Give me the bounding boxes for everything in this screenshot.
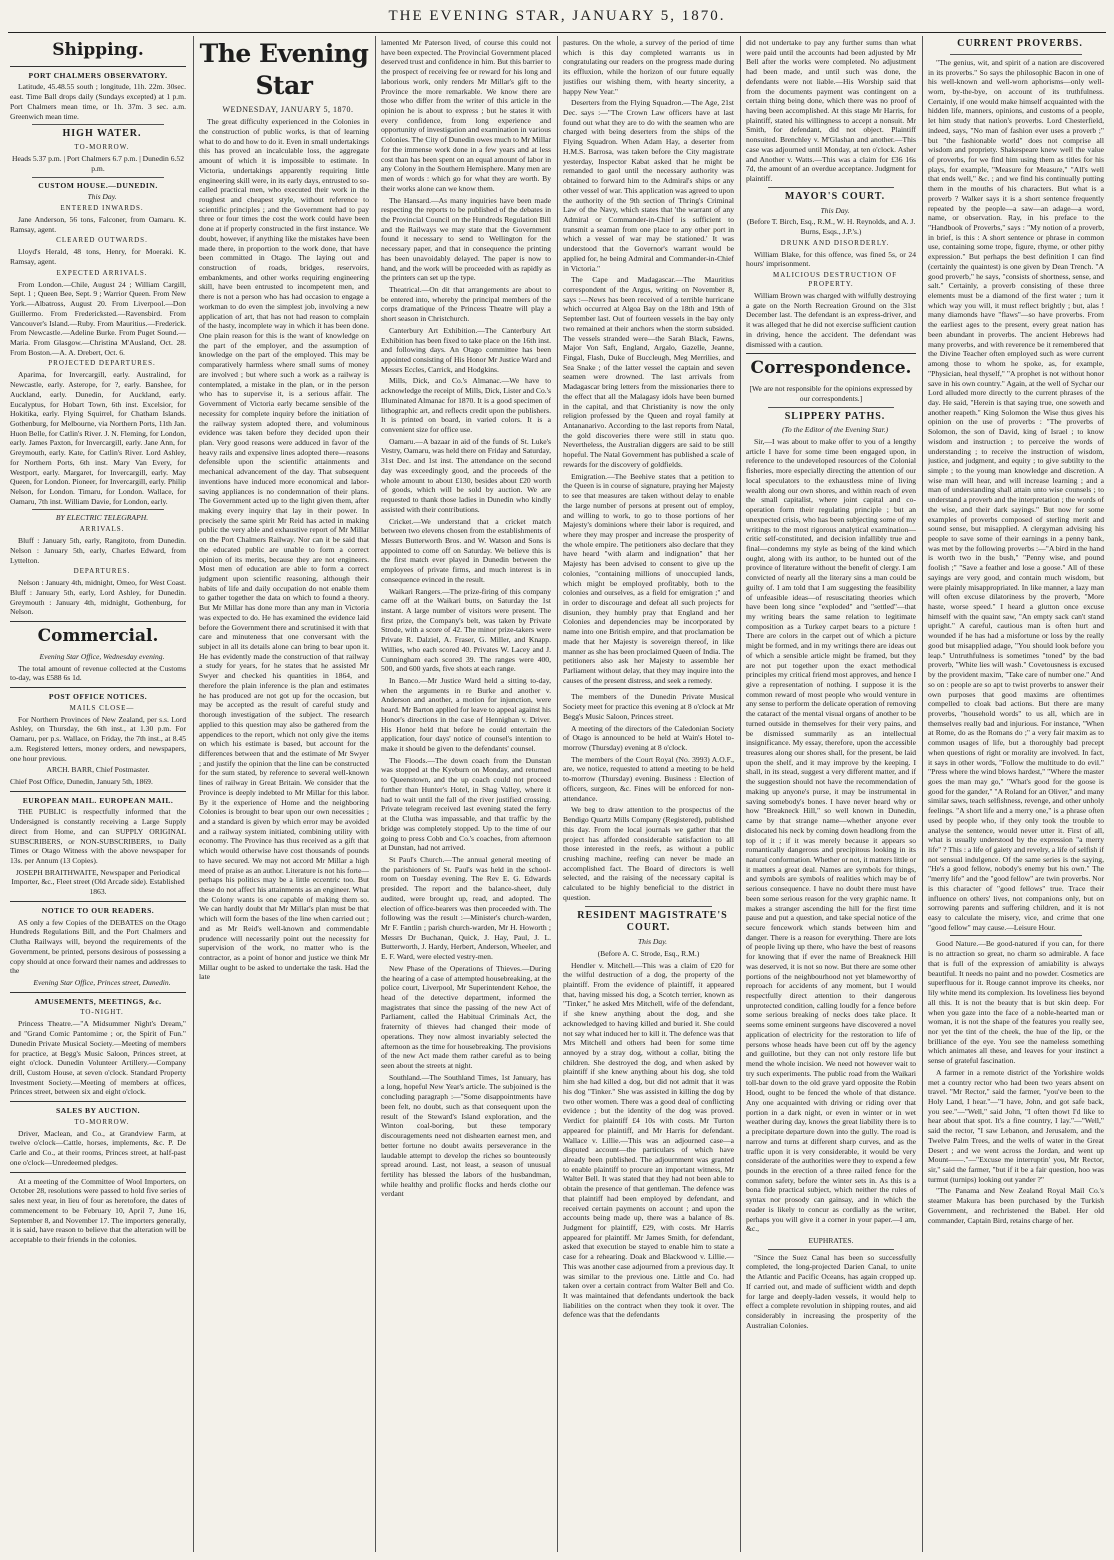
item-farmer: A farmer in a remote district of the Yorkshire wolds met a country rector who had been two years absent on travel. "Mr Rector," said the farmer, "you've been to the Holy Land, I hear."—"I have, John, and got safe back, you see."—"Well," said John, "I often thowt I'd like to hear about that spot. It's a fine country, I lay."—"Well," said the rector, "I saw Lebanon, and Jerusalem, and the Twelve Palm Trees, and the wells of water in the Great Desert ; and we went across the Jordan, and went up Mount——."—"Excuse me interruptin' you, Mr Rector, sir," said the farmer, "but if it be a fair question, hoo was turmut (turnips) looking out yander ?" (928, 1067, 1104, 1184)
column-2 (199, 38, 369, 1550)
court-title: RESIDENT MAGISTRATE'S COURT. (577, 909, 728, 934)
item-deserters: Deserters from the Flying Squadron.—The Age, 21st Dec. says :—"The Crown Law officers have at last found out what they are to do with the seamen who are charged with being deserters from the ships of the Flying Squadron. When Adam Hay, a deserter from H.M.S. Barrosa, was taken before the City magistrate yesterday, Inspector Kabat asked that he might be remanded to gaol until the necessary authority was obtained to forward him to the Admiral's ships or any other vessel of war. This application was agreed to upon the authority of the 9th section of Thring's Criminal Law of the Navy, which states that 'the warrant of any Admiral or Commander-in-Chief is sufficient to transmit a seaman from one place to any other port in which a vessel of war may be stationed.' It was understood that the Governor's warrant would be applied for, he being Admiral and Commander-in-Chief in Victoria." (563, 98, 734, 273)
mayor-title: MAYOR'S COURT. (784, 190, 886, 202)
sales-text: Driver, Maclean, and Co., at Grandview Farm, at twelve o'clock—Cattle, horses, implements, &c. P. De Carle and Co., at their rooms, Princes street, at half-past one o'clock—Unredeemed pledges. (10, 1128, 186, 1167)
item-theatrical: Theatrical.—On dit that arrangements are about to be entered into, whereby the principal members of the corps dramatique of the Princess Theatre will play a short season in Christchurch. (381, 284, 551, 324)
malicious-text: William Brown was charged with wilfully destroying a gate on the North Recreation Ground on the 31st December last. The defendant is an express-driver, and it was alleged that he did not exercise sufficient caution in driving, hence the accident. The defendant was dismissed with a caution. (746, 291, 916, 349)
column-1 (10, 38, 186, 1550)
cleared-title: CLEARED OUTWARDS. (56, 236, 148, 245)
dateline: WEDNESDAY, JANUARY 5, 1870. (222, 105, 354, 114)
observatory-title: PORT CHALMERS OBSERVATORY. (28, 70, 168, 80)
slippery-title: SLIPPERY PATHS. (784, 410, 886, 422)
customs-title: CUSTOM HOUSE.—DUNEDIN. (38, 180, 158, 190)
mail-sig: JOSEPH BRAITHWAITE, Newspaper and Periodical Importer, &c., Fleet street (Old Arcade side). Established 1863. (11, 867, 185, 897)
readers-sig: Evening Star Office, Princes street, Dunedin. (33, 977, 171, 987)
column-3 (381, 38, 551, 1550)
arrivals-title: ARRIVALS. (79, 525, 125, 534)
tel-departures-text: Nelson : January 4th, midnight, Omeo, for West Coast. Bluff : January 5th, early, Lord Ashley, for Dunedin. Greymouth : January 4th, midnight, Gothenburg, for Nelson. (10, 578, 186, 617)
court-continued: did not undertake to pay any further sums than what were paid until the accounts had been adjusted by Mr Bell after the works were completed. No adjustment had been made, and until such was done, the defendants were not liable.—His Worship said that from the documents payment was contingent on a certain thing being done, which there was no proof of having been accomplished. At this stage Mr Harris, for plaintiff, stated his willingness to accept a nonsuit. Mr Smith, for defendant, did not object. Plaintiff nonsuited. Brenchley v. M'Glashan and another.—This case was adjourned until Monday, at ten o'clock. Asher and Another v. Watts.—This was a claim for £36 16s 7d, the amount of an overdue acceptance. Judgment for plaintiff. (746, 38, 916, 184)
southland-continued: pastures. On the whole, a survey of the period of time which is this day completed warrants us in congratulating our readers on the progress made during its effluxion, while the horizon of our future equally justifies our wishing them, with hearty sincerity, a happy New Year." (563, 38, 734, 96)
entered-text: Jane Anderson, 56 tons, Falconer, from Oamaru. K. Ramsay, agent. (10, 214, 186, 234)
column-6 (928, 38, 1104, 1550)
column-5 (746, 38, 916, 1550)
masthead: THE EVENING STAR, JANUARY 5, 1870. (388, 8, 726, 24)
malicious-title: MALICIOUS DESTRUCTION OF PROPERTY. (773, 271, 897, 289)
tonight: TO-NIGHT. (80, 1008, 124, 1017)
expected-title: EXPECTED ARRIVALS. (56, 268, 148, 277)
arrivals-text: Bluff : January 5th, early, Rangitoto, from Dunedin. Nelson : January 5th, early, Charles Edward, from Lyttelton. (10, 536, 186, 565)
item-cricket: Cricket.—We understand that a cricket match between two elevens chosen from the establishments of Messrs Butterworth Bros. and W. Watson and Sons is appointed to come off on Saturday. We believe this is the first match ever played in Dunedin between the employees of private firms, and much interest is in consequence evinced in the result. (381, 516, 551, 584)
readers-title: NOTICE TO OUR READERS. (41, 905, 155, 915)
item-bendigo: We beg to draw attention to the prospectus of the Bendigo Quartz Mills Company (Registered), published this day. From the local journals we gather that the project has afforded considerable satisfaction to all those interested in the reefs, as without a public crushing machine, reefing can never be made an accomplished fact. The Board of directors is well selected, and the raising of the necessary capital is calculated to be highly beneficial to the district in question. (563, 805, 734, 902)
item-caledonian: A meeting of the directors of the Caledonian Society of Otago is announced to be held at Wain's Hotel to-morrow (Thursday) evening at 8 o'clock. (563, 723, 734, 753)
item-stpauls: St Paul's Church.—The annual general meeting of the parishioners of St. Paul's was held in the school-room on Tuesday evening. The Rev E. G. Edwards presided. The report and the balance-sheet, duly audited, were brought up, read, and adopted. The election of office-bearers was then proceeded with. The following was the result :—Minister's church-warden, Mr F. Fantlin ; parish church-warden, Mr H. Howorth ; Messrs Dr Buchanan, Quick, J. Hay, Paul, J. L. Butterworth, J. Hardy, Herbert, Anderson, Wheeler, and E. F. Ward, were elected vestry-men. (381, 854, 551, 962)
item-musical: The members of the Dunedin Private Musical Society meet for practice this evening at 8 o'clock at Mr Begg's Music Saloon, Princes street. (563, 692, 734, 721)
proverbs-text: "The genius, wit, and spirit of a nation are discovered in its proverbs." So says the philosophic Bacon in one of his well-known and well-worn aphorisms—only well-worn, by-the-bye, on account of its truthfulness. Certainly, if one would make himself acquainted with the hidden life, manners, opinions, and customs of a people, let him study that nation's proverbs. Lord Chesterfield, indeed, says, "No man of fashion ever uses a proverb ;" but "the fashionable world" does not comprise all wisdom and propriety. Shakespeare knew well the value of proverbs, for we find him using them as titles for his plays, for example, "Measure for Measure," "All's well that ends well," &c. ; and we find his continually putting them in the mouths of his characters. But what is a proverb ? Walker says it is a short sentence frequently repeated by the people—a saw—an adage—a word, name, or observation. Ray, in his preface to the "Handbook of Proverbs," says : "My notion of a proverb, in brief, is this : A short sentence or phrase in common use, containing some trope, figure, rhyme, or other pithy expression." But perhaps the best definition I can find (certainly the quaintest) is one given by Dean Trench. "A good proverb," he says, "consists of shortness, sense, and salt." Certainly, a proverb consisting of these three elements must be a diamond of the first water ; turn it which way you will, it must reflect brightly ; but, alas ! many diamonds have "flaws"—so have proverbs. From the earliest ages to the present, every great nation has been abundant in proverbs. The ancient Hebrews had many proverbs, and with reverence be it remembered that the Divine Teacher often employed such as were current among those to whom he spoke, as, for example, "Physician, heal thyself," "A prophet is not without honor save in his own country." Again, at the well of Sychar our Lord alluded more directly to the current phrases of the day. He said, "Herein is that saying true, one soweth and another reapeth." King Solomon the Wise thus gives his opinion on the use of proverbs : "The proverbs of Solomon, the son of David, king of Israel ; to know wisdom and instruction ; to perceive the words of understanding ; to receive the instruction of wisdom, justice, and judgment, and equity ; to give subtilty to the simple ; to the young man knowledge and discretion. A wise man will hear, and will increase learning ; and a man of understanding shall attain unto wise counsels ; to understand a proverb and the interpretation ; the words of the wise, and their dark sayings." But now for some examples of proverbs composed of sterling merit and sound sense, but misapplied. A clergyman advising his people to save some of their earnings in a penny bank, was met by the following proverbs :—"A bird in the hand is worth two in the bush," "Penny wise, and pound foolish ;" "Save a feather and lose a goose." All of these sayings are very good, and contain much wisdom, but were plainly misappropriated. In like manner, a lazy man will often excuse dilatoriness by the proverb, "More haste, worse speed." I heard a glutton once excuse himself with the quaint saw, "An empty sack can't stand upright." A careful, cautious man is often hurt and wounded if he has had a misfortune or loss by the really good but misapplied adage, "You should look before you leap." Untruthfulness is sometimes "toned" by the bad proverb, "White lies will wash." Covetousness is excused by the provident maxim, "Take care of number one." And so on : people are so apt to twist proverbs to answer their own purposes that good maxims are oftentimes compelled to cloak bad actions. But there are many proverbs, "household words" to us all, which are in themselves really bad and injurious. For instance, "When at Rome, do as the Romans do ;" a very fair maxim as to common usages of life, but a thoroughly bad precept when questions of right or morality are involved. In fact, it says in other words, "Follow the multitude to do evil." "Press where the wind blows hardest," "Where the master goes the man may go," "What's good for the goose is good for the gander," "A Roland for an Oliver," and many similar saws, teach selfishness, revenge, and other unholy feelings. "A short life and a merry one," is a phrase often used by people who, if they only took the trouble to analyse the sentence, would never utter it. First of all, what is usually understood by the expression "a merry life" ? This : a life of gaiety and revelry, a life of selfish if not sensual indulgence. Of the same series is the saying, "He's a good fellow, nobody's enemy but his own." The "merry life" and the "good fellow" are twin proverbs. Nor is this character of "good fellows" true. Trace their influence on others' lives, not companions only, but on sorrowing parents and suffering children, and it is not easy to calculate the misery, vice, and crime that one "good fellow" may cause.—Leisure Hour. (928, 57, 1104, 932)
proverbs-title: CURRENT PROVERBS. (957, 38, 1083, 49)
item-canterbury: Canterbury Art Exhibition.—The Canterbury Art Exhibition has been fixed to take place on the 16th inst. and following days. An Otago committee has been appointed consisting of His Honor Mr Justice Ward and Messrs Eccles, Carrick, and Hodgkins. (381, 325, 551, 374)
high-water-times: Heads 5.37 p.m. | Port Chalmers 6.7 p.m. | Dunedin 6.52 p.m. (12, 154, 184, 173)
item-floods: The Floods.—The down coach from the Dunstan was stopped at the Kyeburn on Monday, and returned to Queenstown, and the up coach could not proceed further than Hunter's Hotel, in Shag Valley, where it had to wait until the fall of the river justified crossing. Private telegram received last evening stated the ferry at the Clutha was impassable, and that traffic by the bridge was completely stopped. Up to the time of our going to press Cobb and Co.'s coaches, from afternoon at Dunstan, had not arrived. (381, 755, 551, 853)
high-water-sub: TO-MORROW. (74, 143, 130, 152)
readers-text: AS only a few Copies of the DEBATES on the Otago Hundreds Regulations Bill, and the Port Chalmers and Clutha Railways will, beyond the requirements of the Government, be printed, persons desirous of possessing a copy should at once forward their names and addresses to the (10, 917, 186, 976)
cleared-text: Lloyd's Herald, 48 tons, Henry, for Moeraki. K. Ramsay, agent. (10, 247, 186, 267)
item-suez: "Since the Suez Canal has been so successfully completed, the long-projected Darien Canal, to unite the Atlantic and Pacific Oceans, has again cropped up. If carried out, and made of sufficient width and depth for large and deeply-laden vessels, it would help to effect a complete revolution in shipping routes, and aid considerably in increasing the prosperity of the Australian Colonies. (746, 1252, 916, 1330)
telegraph-title: BY ELECTRIC TELEGRAPH. (55, 513, 149, 523)
drunk-text: William Blake, for this offence, was fined 5s, or 24 hours' imprisonment. (746, 249, 916, 269)
correspondence-heading: Correspondence. (750, 358, 912, 379)
mayor-day: This Day. (820, 205, 850, 215)
column-rule (557, 36, 558, 1552)
court-before: (Before A. C. Strode, Esq., R.M.) (597, 948, 700, 958)
amusements-text: Princess Theatre.—"A Midsummer Night's Dream," and "Grand Comic Pantomime ; or, the Spirit of Fun." Dunedin Private Musical Society.—Meeting of members for practice, at Begg's Music Saloon, Princes street, at eight o'clock. Dunedin Volunteer Artillery.—Company drill, Custom House, at seven o'clock. Standard Property Investment Society.—Meeting of members at offices, Princes street, between six and eight o'clock. (10, 1019, 186, 1097)
slippery-to: (To the Editor of the Evening Star.) (781, 425, 889, 435)
amusements-title: AMUSEMENTS, MEETINGS, &c. (34, 996, 162, 1006)
expected-text: From London.—Chile, August 24 ; William Cargill, Sept. 1 ; Queen Bee, Sept. 9 ; Warrior Queen. From New York.—Albatross, August 20. From Liverpool.—Don Guillermo. From Fredericksted.—Ravensbird. From Vancouver's Island.—Ruby. From Mauritius.—Frederick. From Newcastle.—Adeline Burke. From Puget Sound.—Maria. From Glasgow.—Christina M'Ausland, Oct. 28. From Boston.—A. A. Drebert, Oct. 6. (10, 279, 186, 357)
shipping-heading: Shipping. (52, 40, 144, 60)
observatory-text: Latitude, 45.48.55 south ; longitude, 11h. 22m. 30sec. east. Time Ball drops daily (Sundays excepted) at 1 p.m. Port Chalmers mean time, or 1h. 37m. 3 sec. a.m. Greenwich mean time. (10, 82, 186, 121)
sales-title: SALES BY AUCTION. (56, 1106, 140, 1116)
item-southland: Southland.—The Southland Times, 1st January, has a long, hopeful New Year's article. The subjoined is the concluding paragraph :—"Some disappointments have been felt, no doubt, such as that consequent upon the result of the Steward's Island exploration, and the Winton coal-boring, but these temporary discouragements need not dishearten earnest men, and better fortune no doubt awaits perseverance in the laudable attempt to develop the riches so bounteously spread around. Last, not least, a season of unusual fertility has blessed the labors of the husbandman, while healthy and prolific flocks and herds clothe our verdant (381, 1072, 551, 1199)
high-water-title: HIGH WATER. (62, 128, 142, 140)
item-emigration: Emigration.—The Beehive states that a petition to the Queen is in course of signature, praying her Majesty to see that measures are taken without delay to enable the large number of persons at present out of employ, and willing to work, to go to those portions of her Majesty's dominions where their labor is required, and where they may prosper and increase the prosperity of the whole empire. The petitioners also declare that they have heard "with alarm and indignation" that her Majesty has been advised to consent to give up the colonies, "containing millions of unoccupied lands, which might be employed profitably, both to the colonies and ourselves, as a field for emigration ;" and in order to discourage and defeat all such projects for disunion, they humbly pray that England and her Colonies and dependencies may be incorporated by name into one British empire, and that proclamation be made that her Majesty is sovereign thereof, in like manner as she has been proclaimed Queen of India. The petitioners also ask her Majesty to assemble her Parliament without delay, that they may inquire into the causes of the present distress, and seek a remedy. (563, 471, 734, 685)
post-title: POST OFFICE NOTICES. (48, 692, 148, 702)
paper-title: The Evening Star (199, 39, 369, 100)
mail-title: EUROPEAN MAIL. EUROPEAN MAIL. (22, 795, 174, 805)
letter-text: Sir,—I was about to make offer to you of a lengthy article I have for some time been engaged upon, in reference to the undeveloped resources of the Colonial fisheries, more especially directing the attention of our local speculators to the exhaustless mine of living wealth along our own shores, and within reach of even the small capitalist, where joint capital and co-operation form their regulating principle ; but an unexpected crisis, who has been subjecting some of my writings to the most rigorous analytical examination—critic self-constituted, and decision infallibly true and final—condemns my style as being of the kind which ought, along with its author, to be hunted out of the province of literature without the benefit of clergy. I am convicted of nearly all the literary sins a man could be guilty of. I am told that I am suggesting the feasibility of unfeasible ideas—of resuscitating theories which have been long since "exploded" and "settled"—that my writing bears the same relation to legitimate composition as a Turkey carpet bears to a picture ! There are colors in the carpet out of which a picture might be formed, and in my writings there are ideas out of which a sensible article might be framed, but they are not put together upon the exact methodical principles my critical friend most approves, and hence I give a representation of nothing. I suppose it is the common reward of most people who would venture in any sense to perform the delicate operation of removing the cataract of the mental visual organs of another to be turned outside in themselves for their very pains, and be dismissed summarily as an intellectual insignificance. My essay, therefore, upon the accessible treasures along our shores shall, for the present, be laid upon the shelf, and it may improve by the keeping. I shall, in its stead, suggest a very different matter, and if the suggestion should not have the recommendation of making up anyone's purse, it may be instrumental in saving somebody's bones. I have never heard why or how "Breakneck Hill," so well known in Dunedin, came by that strange name—whether anyone ever dislocated his neck by coming down headlong from the top of it ; if it was merely because it appears so romantically dangerous and precipitous looking in its natural conformation. Whether or not, it matters little or it matters a great deal. Names are symbols for things, and symbols are symbols of realities which may be of serious consequence. I have no doubt there must have been some serious reason for the very graphic name. It makes a stranger ascending the hill for the first time pause and put a question, and take special notice of the secure fencework which stands between him and danger. There is a reason for everything. There are lots of people living up there, who have the best of reasons for knowing that if ever the name of Breakneck Hill was deserved, it is not so now. But there are some other portions of the neighbourhood not yet blameworthy of reproach for accidents of any moment, but I would respectfully direct attention to their dangerous unprotected condition, calling loudly for a fence before some serious breaking of necks does take place. It seems some eminent surgeons have discovered a novel application of electricity for the restoration to life of persons whose heads have been cut off by the agency and guillotine, but they can not only restore life but mend the whole incision. We need not however wait to try such experiments. The public road from the Waikari toll-bar down to the old grave yard opposite the Robin Hood, ought to be fenced the whole of that distance. Any one acquainted with driving or riding over that portion in a dark night, or even in winter or in wet weather during day, knows the great liability there is to a precipitate departure down into the gully. The road is narrow and turns at different sharp curves, and as the traffic upon it is very considerable, it would be very considerate of the authorities were they to expend a few pounds in the erection of a three railed fence for the common safety, before the winter sets in. As this is a bona fide practical subject, which neither the rules of syntax nor prosody can gainsay, and in which the reader is likely to concur as cordially as the writer, perhaps you will give it a corner in your paper.—I am, &c., (746, 437, 916, 1234)
item-panama: "The Panama and New Zealand Royal Mail Co.'s steamer Makura has been purchased by the Turkish Government, and rechristened the Babel. Her old commander, Captain Bird, retains charge of her. (928, 1186, 1104, 1225)
column-rule (922, 36, 923, 1552)
court-text: Hendler v. Mitchell.—This was a claim of £20 for the wilful destruction of a dog, the property of the plaintiff. From the evidence of plaintiff, it appeared that, having missed his dog, a Scotch terrier, known as "Tinker," he asked Mrs Mitchell, wife of the defendant, if she knew anything about the dog, and she acknowledged to having killed and buried it. She could not say what induced her to kill it. The defence was that Mrs Mitchell and others had been for some time annoyed by a stray dog, without a collar, biting the children. She destroyed the dog, and when asked by plaintiff if she knew anything about his dog, she told him she had killed a dog, but did not admit that it was his dog "Tinker." She was assisted in killing the dog by two other women. There was a good deal of conflicting evidence ; but the identity of the dog was proved. Verdict for plaintiff £4 10s with costs. Mr Turton appeared for plaintiff, and Mr Harris for defendant. Wallace v. Lillie.—This was an adjourned case—a disputed account—the particulars of which have already been published. The adjournment was granted to enable plaintiff to procure an important witness, Mr Walter Bell. It was stated that they had not been able to obtain the presence of that gentleman. The defence was that plaintiff had been employed by defendant, and received certain payments on account ; and upon the accounts being made up, there was a balance of 8s. Judgment for plaintiff, £29, with costs. Mr Harris appeared for plaintiff. Mr James Smith, for defendant, asked that execution be stayed to enable him to state a case for a rehearing. Doak and Blackwood v. Lillie.—This was another case adjourned from a previous day. It was similar to the previous one. Little and Co. had taken over a certain contract from Walter Bell and Co. It was maintained that defendants undertook the back liabilities on the contract when they took it over. The defence was that the defendants (563, 960, 734, 1320)
editorial-continued: lamented Mr Paterson lived, of course this could not have been expected. The Provincial Government placed deserved trust and confidence in him. But this barrier to the prospect of receiving fee or reward for his long and laborious work, only renders Mr Millar's gift to the Province the more remarkable. We know there are those who differ from the writer of this article in the opinion he is about to express ; but he states it with every confidence, from long experience and opportunity of investigation and examination in various Colonies. The City of Dunedin owes much to Mr Millar for the immense work done in a few years and at less cost than has been spent on an equal amount of labor in any Colony in the Southern Hemisphere. Many men are men of words : which go for what they are worth. By their works alone can we know them. (381, 38, 551, 193)
item-lodge: The members of the Court Royal (No. 3993) A.O.F., are, we notice, requested to attend a meeting to be held to-morrow (Thursday) evening. Business : Election of officers, surgeon, &c. Fines will be enforced for non-attendance. (563, 754, 734, 803)
masthead-rule (8, 32, 1106, 33)
entered-title: ENTERED INWARDS. (60, 203, 144, 212)
item-oamaru: Oamaru.—A bazaar in aid of the funds of St. Luke's Vestry, Oamaru, was held there on Friday and Saturday, 31st Dec. and 1st inst. The attendance on the second day was exceedingly good, and the proceeds of the whole amount to about £130, besides about £20 worth of goods, which will be sold by auction. We are requested to thank those ladies in Dunedin who kindly assisted with their contributions. (381, 436, 551, 514)
tel-departures-title: DEPARTURES. (73, 567, 131, 576)
item-waikari: Waikari Rangers.—The prize-firing of this company came off at the Waikari butts, on Saturday the 1st instant. A large number of visitors were present. The first prize, the Company's belt, was taken by Private Strode, with a score of 42. The minor prize-takers were Private R. Dalziel, A. Fraser, G. Miller, and Knapp. Willies, who each scored 40. Privates W. Lacey and J. Cunningham each scored 39. The ranges were 400, 500, and 600 yards, five shots at each range. (381, 586, 551, 674)
item-mills: Mills, Dick, and Co.'s Almanac.—We have to acknowledge the receipt of Mills, Dick, Lister and Co.'s Illuminated Almanac for 1870. It is a good specimen of lithographic art, and reflects credit upon the publishers. It is printed on board, in varied colors. It is a convenient size for office use. (381, 376, 551, 435)
item-thieves: New Phase of the Operations of Thieves.—During the hearing of a case of attempted housebreaking, at the police court, Liverpool, Mr Superintendent Kehoe, the head of the detective department, informed the magistrates that since the passing of the new Act of Parliament, called the Habitual Criminals Act, the fraternity of thieves had changed their mode of operations. They now almost invariably selected the afternoon as the time for housebreaking. The provisions of the new Act made them rather careful as to being seen about the streets at night. (381, 963, 551, 1071)
correspondence-note: [We are not responsible for the opinions expressed by our correspondents.] (749, 384, 913, 403)
commercial-heading: Commercial. (37, 626, 159, 647)
court-day: This Day. (637, 937, 668, 947)
item-cape: The Cape and Madagascar.—The Mauritius correspondent of the Argus, writing on November 8, says :—News has been received of a terrible hurricane which occurred at Algoa Bay on the 18th and 19th of September last. Out of fourteen vessels in the bay only two remained at their anchors when the storm subsided. The vessels stranded were—the Sarah Black, Fawns, Major Von Saft, England, Argalo, Gazelle, Jeanne, Fingal, Flash, Duke of Buccleugh, Meg Merrilies, and Sea Snake ; of the latter vessel the captain and seven seamen were drowned. The last arrivals from Madagascar bring letters from the missionaries there to the effect that all the Malagasy idols have been burned in the capital, and that Christianity is now the only religion professed by the Queen and royal family at Antananarivo. According to the last reports from Natal, the gold discoveries there were still in statu quo. Nevertheless, the Australian diggers are said to be still hopeful. The Natal Government has published a scale of rewards for the discovery of goldfields. (563, 275, 734, 469)
tomorrow: TO-MORROW. (74, 1117, 130, 1126)
commercial-text: The total amount of revenue collected at the Customs to-day, was £588 6s 1d. (10, 663, 186, 683)
wool-text: At a meeting of the Committee of Wool Importers, on October 28, resolutions were passed to hold five series of sales next year, in lieu of four as heretofore, the dates of commencement to be February 10, April 7, June 16, September 8, and November 17. The importers generally, it is said, have reason to believe that the alteration will be acceptable to their friends in the colonies. (10, 1176, 186, 1244)
item-good-nature: Good Nature.—Be good-natured if you can, for there is no attraction so great, no charm so admirable. A face that is full of the expression of amiability is always beautiful. It needs no paint and no powder. Cosmetics are superfluous for it. Rouge cannot improve its cheeks, nor lily white mend its complexion. Its loveliness lies beyond all this. It is not the beauty that is but skin deep. For when you gaze into the face of a noble-hearted man or woman, it is not the shape of the features you really see, nor yet the tint of the cheek, the hue of the lip, or the brilliance of the eye. You see the nameless something which animates all these, and leaves for your instinct a sense of grateful fascination. (928, 939, 1104, 1066)
mails-close: MAILS CLOSE— (69, 703, 135, 712)
post-sig2: Chief Post Office, Dunedin, January 5th, 1869. (10, 777, 153, 787)
item-hansard: The Hansard.—As many inquiries have been made respecting the reports to be published of the debates in the Provincial Council on the Hundreds Regulation Bill and the Railways we may state that the Government found it necessary to send to Wellington for the necessary paper, and that in consequence the printing has been unavoidably delayed. The paper is now to hand, and the work will be proceeded with as rapidly as the printers can set up the type. (381, 195, 551, 283)
column-rule (193, 36, 194, 1552)
this-day: This Day. (87, 192, 117, 202)
departures-text: Aparima, for Invercargill, early. Australind, for Newcastle, early. Asterope, for ?, early. Banshee, for Auckland, early. Dunedin, for Auckland, early. Eucalyptus, for Hobart Town, 6th inst. Excelsior, for Hokitika, early. Flying Squirrel, for Chatham Islands. Gothenburg, for Melbourne, via Northern Ports, 11th Jan. Huon Belle, for Catlin's River. J. N. Fleming, for London, early. James Paxton, for Invercargill, early. Jane Ann, for Greymouth, early. Kate, for Catlin's River. Lord Ashley, for Northern Ports, 6th inst. Mary Van Every, for Westport, early. Margaret, for Invercargill, early. May Queen, for London. Pioneer, for Invercargill, early. Philip Nelson, for London. Timaru, for London. Wallace, for Oamaru, 7th inst. William Davie, for London, early. (10, 370, 186, 506)
post-text: For Northern Provinces of New Zealand, per s.s. Lord Ashley, on Thursday, the 6th inst., at 1.30 p.m. For Oamaru, per p.s. Wallace, on Friday, the 7th inst., at 8.45 a.m. Registered letters, money orders, and newspapers, one hour previous. (10, 714, 186, 763)
departures-title: PROJECTED DEPARTURES. (48, 359, 156, 368)
mayor-before: (Before T. Birch, Esq., R.M., W. H. Reynolds, and A. J. Burns, Esqs., J.P.'s.) (746, 217, 916, 237)
column-rule (375, 36, 376, 1552)
letter-signature: EUPHRATES. (808, 1235, 854, 1245)
editorial: The great difficulty experienced in the Colonies in the construction of public works, is that of learning what to do and how to do it. Even in small undertakings this has proved an incalculable loss, the aggregate amount of which it is impossible to estimate. In Victoria, undertakings apparently requiring little engineering skill were, in its early days, entrusted to so-called practical men, who executed their work in the roughest and cheapest style, without reference to scientific principles ; and the Government had to pay three or four times the cost the work could have been done at if properly constructed in the first instance. We doubt, however, if anything like the mistakes have been made there, in proportion to the work done, that have been committed in Otago. The laying out and construction of roads, bridges, reservoirs, embankments, and other works requiring engineering skill, have been entrusted to incompetent men, and there is not a person who has had occasion to engage a workman to do even the simplest job, involving a new application of art, that has not had reason to complain of the hasty, incomplete way in which it has been done. One plain reason for this is the want of knowledge on the part of the employer, and the assumption of knowledge on the part of the employed. This may be comparatively harmless where small sums of money are involved ; but where such a work as a railway is contemplated, a mistake in the plan, or in the person who has to supervise it, is a serious affair. The Government of Victoria early became sensible of the necessity for complete inquiry before the initiation of the railway system adopted there, and voluminous evidence was taken before they decided upon their plan. Very good reasons were adduced in favor of the heavy rails and expensive lines adopted there—reasons defensible upon the scientific attainments and mechanical advancement of the day. That subsequent inventions have induced more economical and labor-saving appliances is no condemnation of their plans. The Government acted up to the light given them, after making every inquiry that lay in their power. In precisely the same spirit Mr Reid has acted in making public the very able and exhaustive report of Mr Millar on the Port Chalmers Railway. Nor can it be said that the educated public are unable to form a correct opinion of its merits, because they are not engineers. Most men of education are able to form a correct judgment upon scientific reasoning, although their habits of life and daily occupation do not enable them to gather together the data on which to found a theory. But Mr Millar has done more than any man in Victoria was expected to do. He has examined the evidence laid before the Government there and scrutinised it with that care and minuteness that one conversant with the subject in all its details alone can bring to bear upon it. He has evidently made the construction of that railway a study for years, for he states that he assisted Mr Swyer and checked his quantities in 1864, and therefore the plain inference is the plan and estimates he has produced are not got up for the occasion, but may be accepted as the result of careful study and thorough investigation of the subject. The research applied to this question may also be gathered from the appendices to the report, which not only give the items on which his estimate is based, but account for the differences between that and the estimate of Mr Swyer ; and justify the opinion that the line can be constructed for the sum stated, by reference to several well-known lines of railway in Great Britain. We consider that the Province is deeply indebted to Mr Millar for this labor. By it the experience of Home and the neighboring Colonies is brought to bear upon our own necessities ; and a standard is given by which error may be avoided and a railway system initiated, combining utility with economy. The Province has thus received as a gift that which would otherwise have cost thousands of pounds to have secured. We may not accord Mr Millar a high meed of praise as an author. Literature is not his forte—perhaps his politics may be a little eccentric too. But these do not affect his attainments as an engineer. What the Colony wants is one capable of making them so. We can hardly doubt that Mr Millar's plan must be that which will form the bases of the line when carried out ; and as Mr Reid's well-known and commendable prudence will necessarily point out the necessity for supervision of the work, no matter who is the contractor, as a point of honor and justice we think Mr Millar ought to be asked to undertake the task. Had the late (199, 117, 369, 982)
mail-text: THE PUBLIC is respectfully informed that the Undersigned is constantly receiving a Large Supply direct from Home, and can SUPPLY ORIGINAL SUBSCRIBERS, or NON-SUBSCRIBERS, to Daily Times or Otago Witness with the above newspaper for 13s. per Annum (13 Copies). (10, 807, 186, 866)
drunk-title: DRUNK AND DISORDERLY. (780, 238, 890, 247)
column-4 (563, 38, 734, 1550)
commercial-office: Evening Star Office, Wednesday evening. (39, 651, 165, 661)
post-sig: ARCH. BARR, Chief Postmaster. (46, 765, 150, 775)
column-rule (740, 36, 741, 1552)
item-banco: In Banco.—Mr Justice Ward held a sitting to-day, when the arguments in re Burke and another v. Anderson and another, a motion for injunction, were heard. Mr Barton applied for leave to appeal against his Honor's directions in the case of Hennighan v. Driver. His Honor held that before he could entertain the application, four days' notice of counsel's intention to make it should be given to the defendants' counsel. (381, 676, 551, 754)
